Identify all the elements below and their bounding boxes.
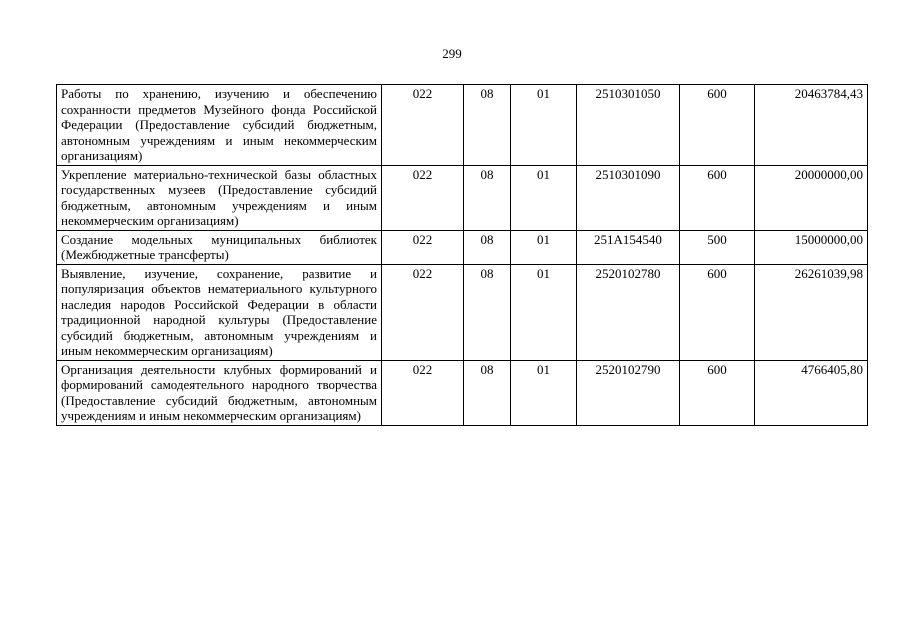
- target-article-code: 2520102780: [577, 264, 680, 360]
- row-name: Создание модельных муниципальных библиотек (Межбюджетные трансферты): [57, 230, 382, 264]
- amount-value: 26261039,98: [755, 264, 868, 360]
- expense-type-code: 600: [680, 360, 755, 425]
- page-number: 299: [442, 46, 462, 61]
- section-code: 08: [464, 264, 511, 360]
- row-name: Выявление, изучение, сохранение, развитие и популяризация объектов нематериального культурного наследия народов Российской Федерации в области традиционной народной культуры (Предоставление субсидий бюджетным, автономным учреждениям и иным некоммерческим организациям): [57, 264, 382, 360]
- expense-type-code: 600: [680, 264, 755, 360]
- ministry-code: 022: [382, 264, 464, 360]
- row-name: Укрепление материально-технической базы областных государственных музеев (Предоставление субсидий бюджетным, автономным учреждениям и иным некоммерческим организациям): [57, 165, 382, 230]
- amount-value: 20463784,43: [755, 85, 868, 166]
- table-row: [57, 230, 868, 264]
- expense-type-code: 600: [680, 85, 755, 166]
- target-article-code: 2510301050: [577, 85, 680, 166]
- amount-value: 4766405,80: [755, 360, 868, 425]
- amount-value: 20000000,00: [755, 165, 868, 230]
- table-row: [57, 360, 868, 425]
- subsection-code: 01: [511, 360, 577, 425]
- section-code: 08: [464, 360, 511, 425]
- section-code: 08: [464, 230, 511, 264]
- subsection-code: 01: [511, 230, 577, 264]
- subsection-code: 01: [511, 165, 577, 230]
- section-code: 08: [464, 85, 511, 166]
- ministry-code: 022: [382, 85, 464, 166]
- row-name: Организация деятельности клубных формирований и формирований самодеятельного народного творчества (Предоставление субсидий бюджетным, автономным учреждениям и иным некоммерческим организациям): [57, 360, 382, 425]
- table-row: [57, 85, 868, 166]
- amount-value: 15000000,00: [755, 230, 868, 264]
- target-article-code: 2520102790: [577, 360, 680, 425]
- table-row: [57, 264, 868, 360]
- target-article-code: 251A154540: [577, 230, 680, 264]
- ministry-code: 022: [382, 165, 464, 230]
- subsection-code: 01: [511, 264, 577, 360]
- expense-type-code: 500: [680, 230, 755, 264]
- target-article-code: 2510301090: [577, 165, 680, 230]
- ministry-code: 022: [382, 360, 464, 425]
- ministry-code: 022: [382, 230, 464, 264]
- budget-table: [56, 84, 868, 426]
- table-row: [57, 165, 868, 230]
- section-code: 08: [464, 165, 511, 230]
- subsection-code: 01: [511, 85, 577, 166]
- row-name: Работы по хранению, изучению и обеспечению сохранности предметов Музейного фонда Российской Федерации (Предоставление субсидий бюджетным, автономным учреждениям и иным некоммерческим организациям): [57, 85, 382, 166]
- expense-type-code: 600: [680, 165, 755, 230]
